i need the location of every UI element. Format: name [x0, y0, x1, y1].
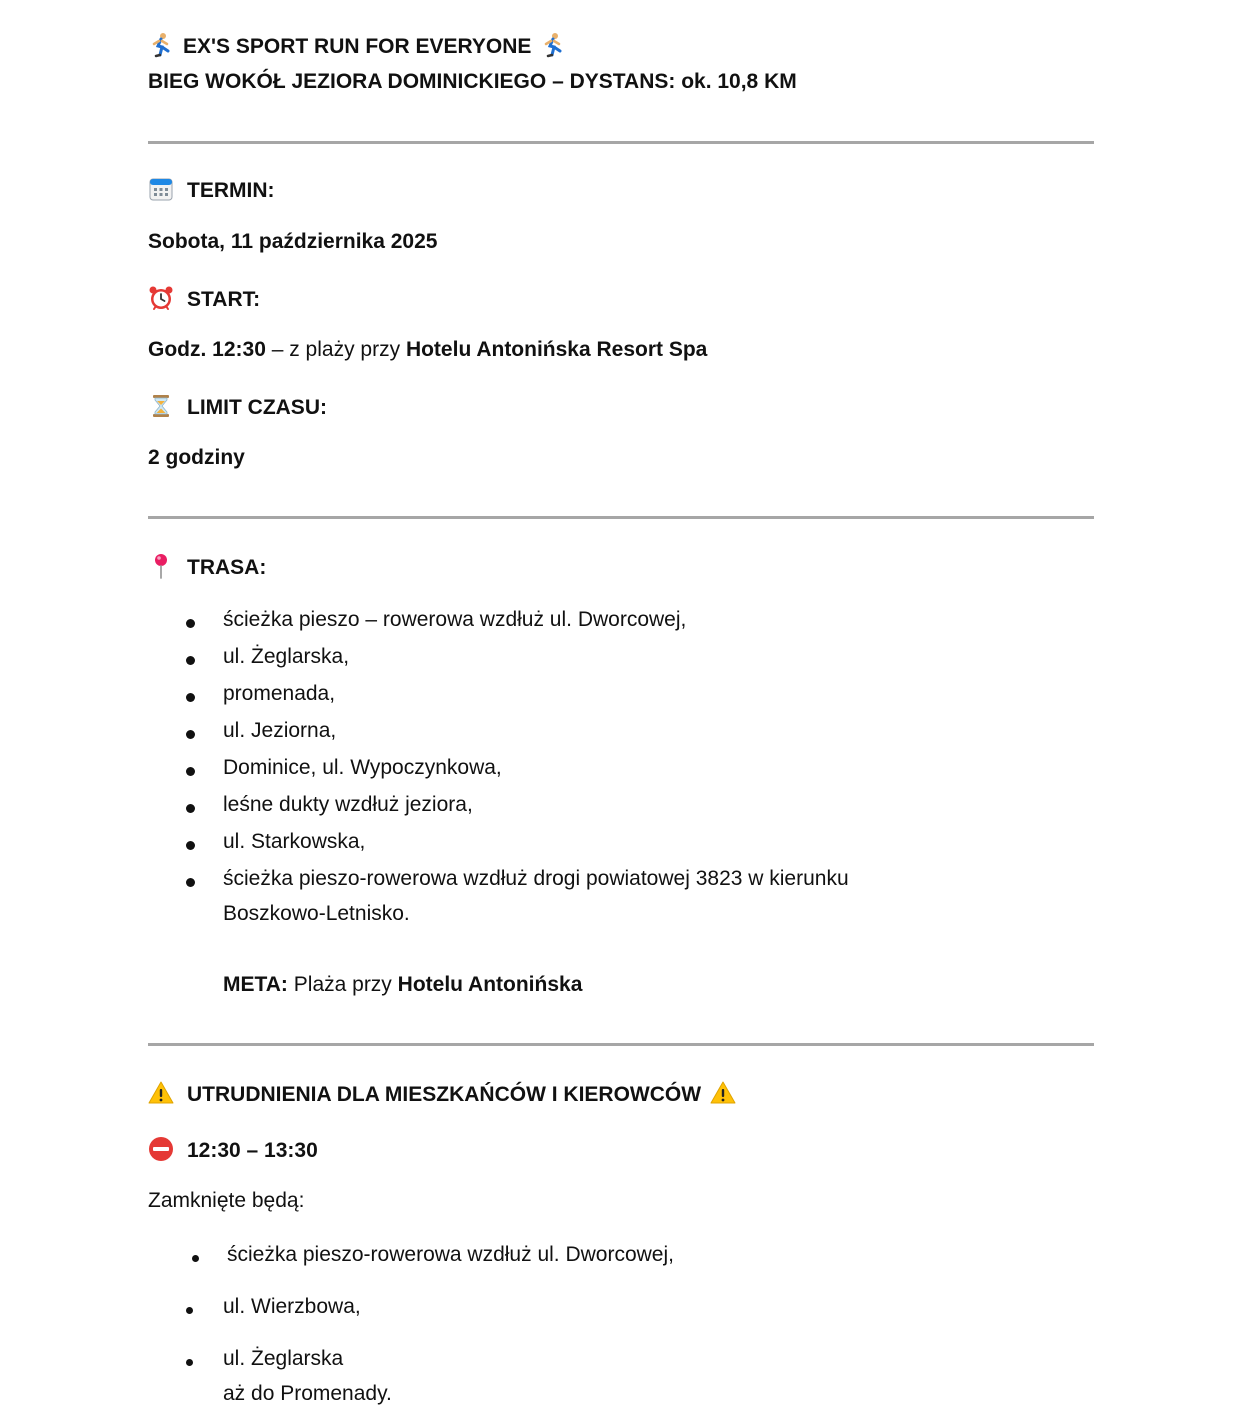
start-time: Godz. 12:30 — [148, 338, 266, 361]
meta-place: Hotelu Antonińska — [397, 973, 583, 996]
closure-item-text: aż do Promenady. — [223, 1382, 392, 1405]
bullet — [186, 767, 195, 776]
limit-heading-row — [148, 393, 327, 420]
runner-icon — [540, 32, 566, 58]
bullet — [186, 730, 195, 739]
meta-middle-text: Plaża przy — [287, 973, 398, 996]
pushpin-icon — [148, 553, 174, 579]
hourglass-icon — [148, 393, 174, 419]
trasa-heading-row — [148, 553, 266, 580]
start-middle-text: – z plaży przy — [265, 338, 406, 361]
closure-intro: Zamknięte będą: — [148, 1189, 305, 1212]
calendar-icon — [148, 176, 174, 202]
termin-value: Sobota, 11 października 2025 — [148, 230, 438, 253]
route-item-text: ścieżka pieszo-rowerowa wzdłuż drogi powiatowej 3823 w kierunku — [223, 867, 849, 890]
divider — [148, 516, 1094, 519]
start-heading-row — [148, 285, 260, 312]
limit-heading: LIMIT CZASU: — [187, 396, 327, 419]
warning-icon — [710, 1080, 736, 1106]
route-item-text: leśne dukty wzdłuż jeziora, — [223, 793, 473, 816]
route-item-text: promenada, — [223, 682, 336, 705]
bullet — [186, 656, 195, 665]
document-title-line — [148, 32, 566, 59]
runner-icon — [148, 32, 174, 58]
closure-item-text: ul. Wierzbowa, — [223, 1295, 361, 1318]
route-item-text: Dominice, ul. Wypoczynkowa, — [223, 756, 502, 779]
trasa-heading: TRASA: — [187, 556, 267, 579]
start-heading: START: — [187, 288, 261, 311]
bullet — [186, 878, 195, 887]
bullet — [186, 693, 195, 702]
termin-heading-row — [148, 176, 275, 203]
bullet — [186, 619, 195, 628]
bullet — [186, 1307, 193, 1314]
bullet — [186, 1359, 193, 1366]
utrudnienia-heading: UTRUDNIENIA DLA MIESZKAŃCÓW I KIEROWCÓW — [187, 1083, 702, 1106]
termin-heading: TERMIN: — [187, 179, 275, 202]
closure-item-text: ul. Żeglarska — [223, 1347, 344, 1370]
document-title: EX'S SPORT RUN FOR EVERYONE — [183, 35, 532, 58]
bullet — [186, 841, 195, 850]
start-value — [148, 338, 707, 362]
bullet — [192, 1255, 199, 1262]
bullet — [186, 804, 195, 813]
closure-item-text: ścieżka pieszo-rowerowa wzdłuż ul. Dworcowej, — [227, 1243, 674, 1266]
meta-line — [223, 973, 582, 997]
closure-time-row — [148, 1136, 318, 1163]
divider — [148, 1043, 1094, 1046]
no-entry-icon — [148, 1136, 174, 1162]
route-item-text: Boszkowo-Letnisko. — [223, 902, 410, 925]
alarm-clock-icon — [148, 285, 174, 311]
route-item-text: ścieżka pieszo – rowerowa wzdłuż ul. Dworcowej, — [223, 608, 687, 631]
route-item-text: ul. Starkowska, — [223, 830, 366, 853]
route-item-text: ul. Jeziorna, — [223, 719, 337, 742]
meta-label: META: — [223, 973, 288, 996]
document-subtitle: BIEG WOKÓŁ JEZIORA DOMINICKIEGO – DYSTANS: ok. 10,8 KM — [148, 70, 797, 93]
start-place: Hotelu Antonińska Resort Spa — [405, 338, 708, 361]
closure-time: 12:30 – 13:30 — [187, 1139, 318, 1162]
limit-value: 2 godziny — [148, 446, 245, 469]
utrudnienia-heading-row — [148, 1080, 736, 1107]
route-item-text: ul. Żeglarska, — [223, 645, 350, 668]
divider — [148, 141, 1094, 144]
warning-icon — [148, 1080, 174, 1106]
